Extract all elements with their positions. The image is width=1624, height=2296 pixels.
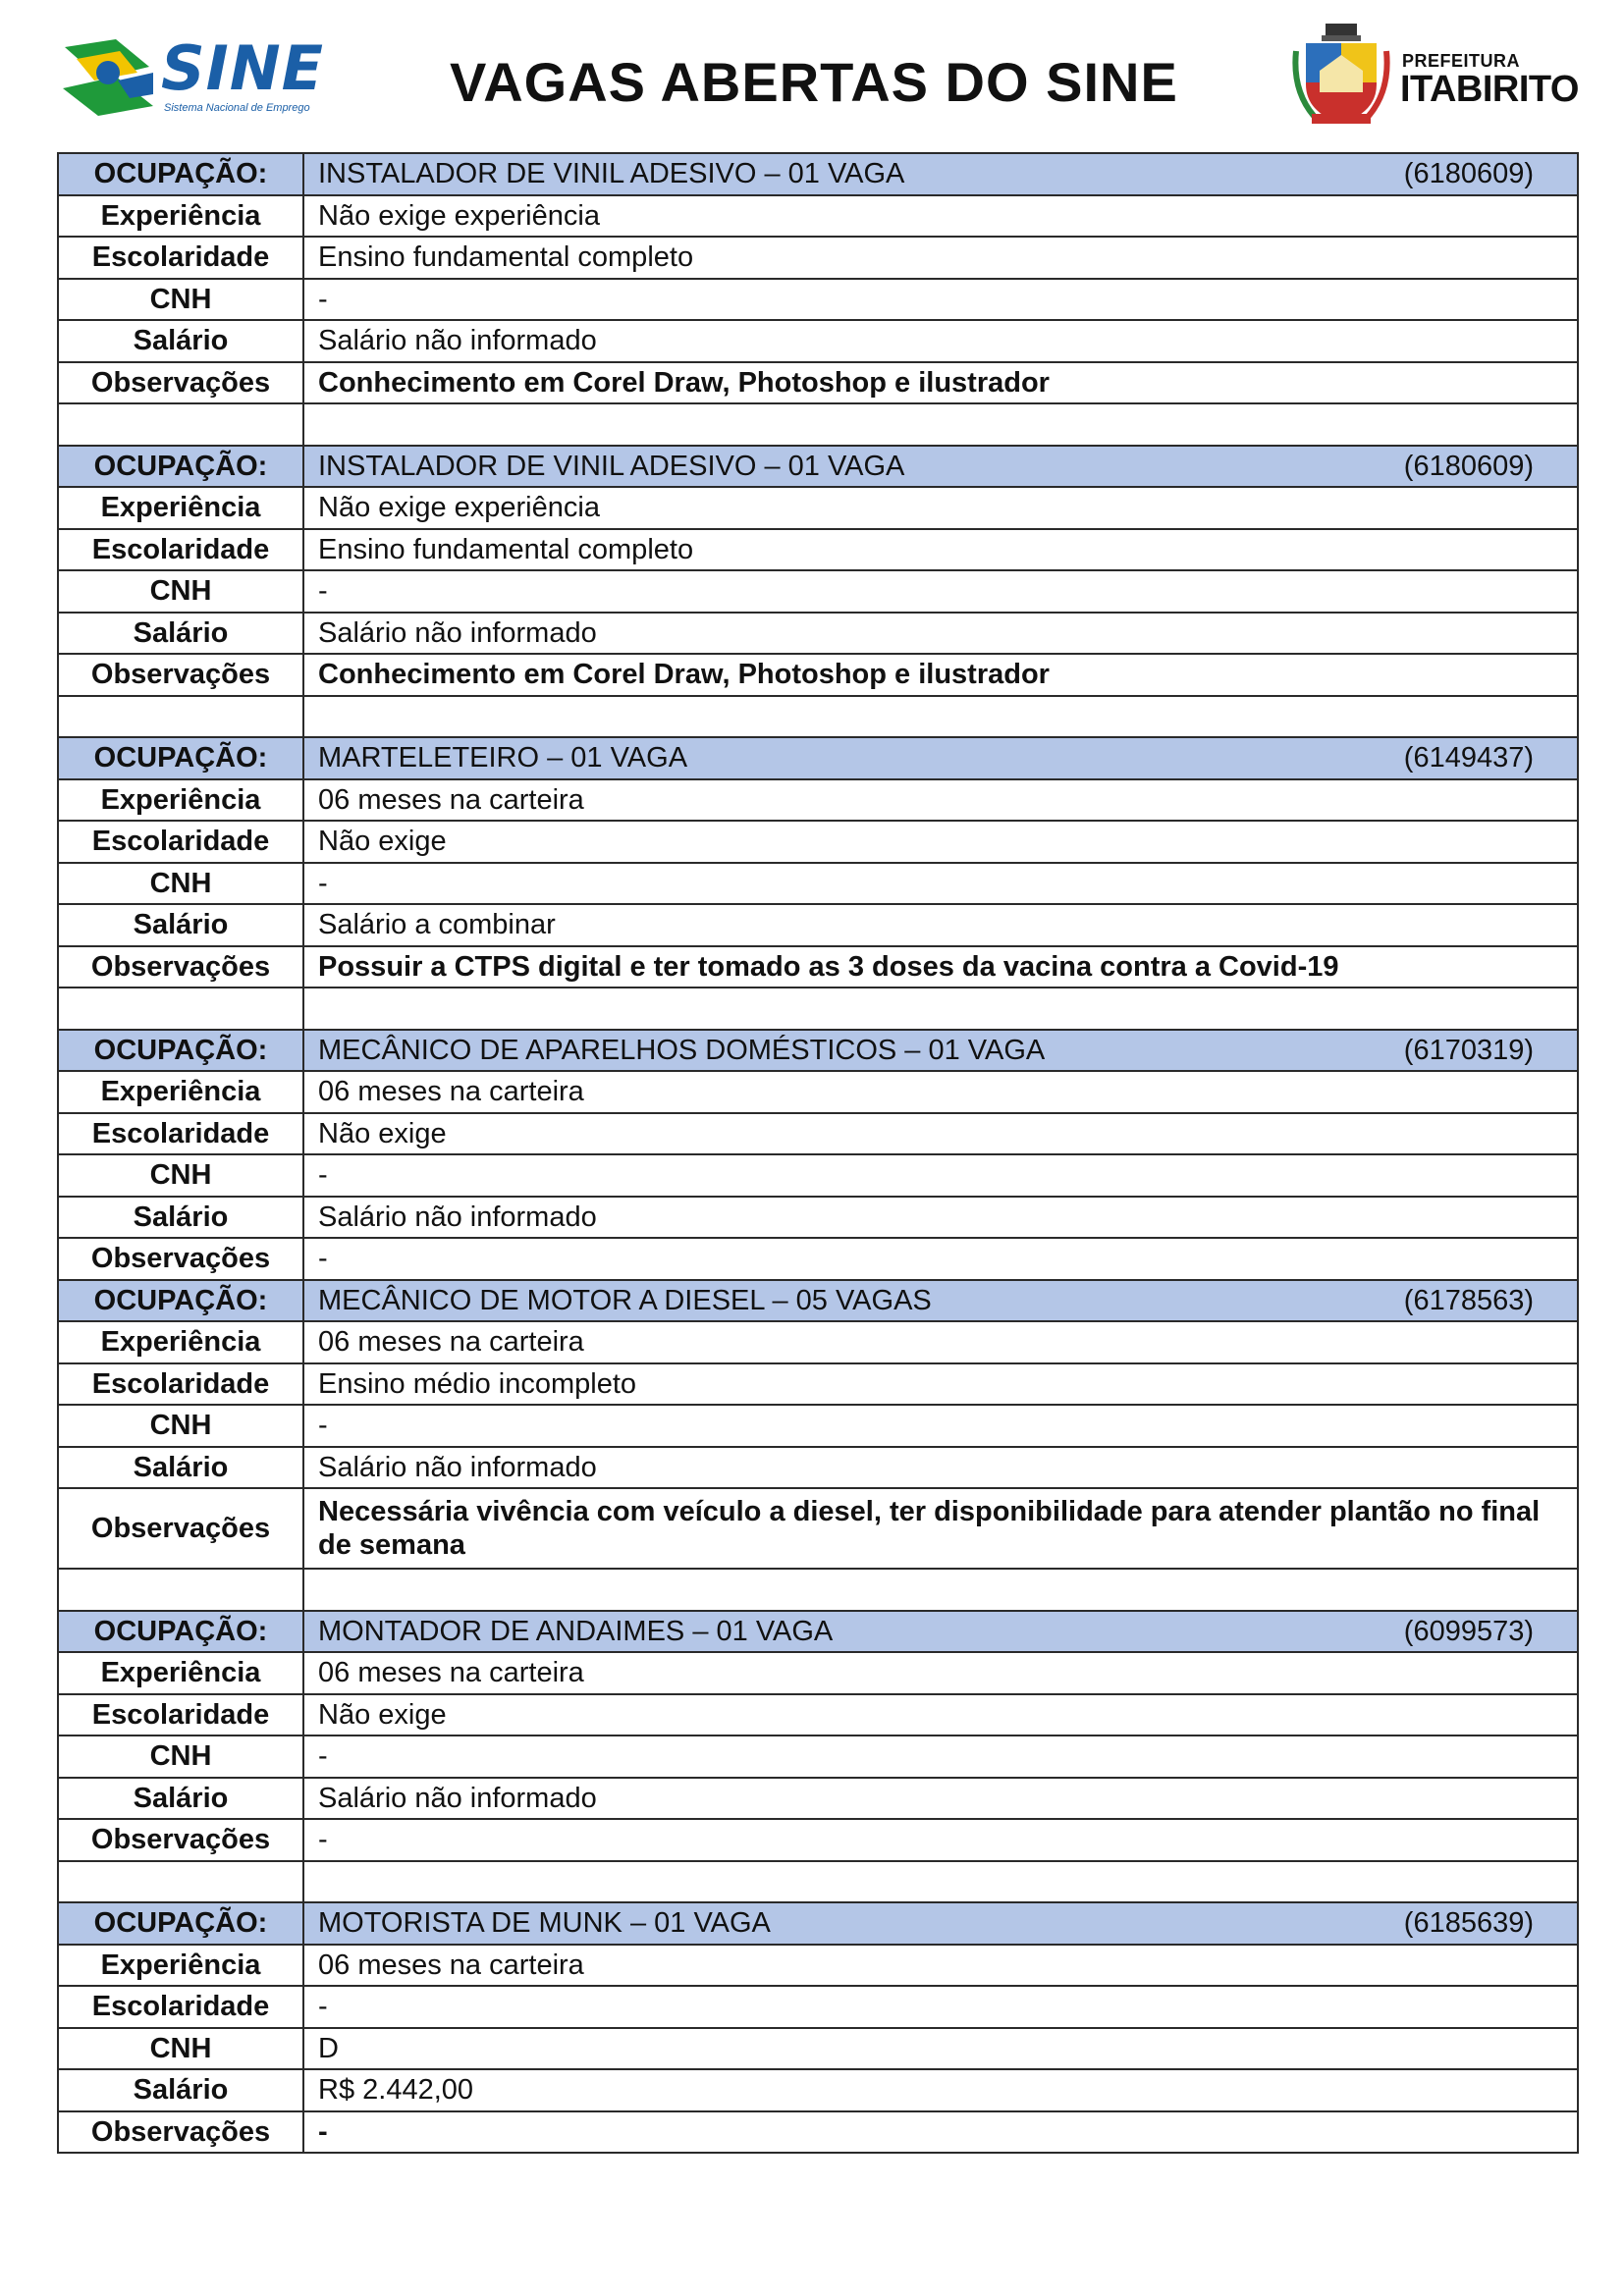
spacer-cell — [58, 1861, 303, 1903]
field-value: Salário não informado — [303, 1447, 1578, 1489]
field-row-cnh — [58, 863, 1578, 905]
field-row-escolaridade — [58, 821, 1578, 863]
field-row-observacoes — [58, 1819, 1578, 1861]
field-label: Observações — [58, 362, 303, 404]
occupation-label: OCUPAÇÃO: — [58, 1611, 303, 1653]
field-row-observacoes — [58, 2111, 1578, 2154]
job-title: MOTORISTA DE MUNK – 01 VAGA — [318, 1907, 771, 1940]
field-value: Salário não informado — [303, 613, 1578, 655]
field-row-salario — [58, 1778, 1578, 1820]
field-label: CNH — [58, 2028, 303, 2070]
occupation-label: OCUPAÇÃO: — [58, 153, 303, 195]
page-header — [0, 0, 1624, 147]
field-row-escolaridade — [58, 1986, 1578, 2028]
field-value: Ensino fundamental completo — [303, 237, 1578, 279]
job-title: MECÂNICO DE MOTOR A DIESEL – 05 VAGAS — [318, 1284, 932, 1316]
field-label: Escolaridade — [58, 821, 303, 863]
job-code: (6180609) — [1403, 158, 1534, 190]
field-label: Observações — [58, 1238, 303, 1280]
occupation-value — [303, 1902, 1578, 1945]
occupation-row — [58, 1280, 1578, 1322]
field-row-experiencia — [58, 1652, 1578, 1694]
job-code: (6170319) — [1403, 1034, 1534, 1066]
spacer-row — [58, 988, 1578, 1030]
occupation-row — [58, 737, 1578, 779]
field-label: Escolaridade — [58, 1363, 303, 1406]
field-row-salario — [58, 904, 1578, 946]
field-label: Experiência — [58, 1321, 303, 1363]
field-label: Experiência — [58, 1071, 303, 1113]
field-label: Salário — [58, 904, 303, 946]
field-label: Observações — [58, 1488, 303, 1569]
field-label: Salário — [58, 2069, 303, 2111]
job-title: INSTALADOR DE VINIL ADESIVO – 01 VAGA — [318, 450, 905, 482]
spacer-cell — [303, 696, 1578, 738]
spacer-cell — [58, 403, 303, 446]
field-value: - — [303, 1154, 1578, 1197]
spacer-row — [58, 696, 1578, 738]
field-value: Não exige experiência — [303, 487, 1578, 529]
occupation-row — [58, 1030, 1578, 1072]
field-row-observacoes — [58, 1238, 1578, 1280]
occupation-value — [303, 153, 1578, 195]
field-row-experiencia — [58, 1321, 1578, 1363]
field-row-observacoes — [58, 654, 1578, 696]
occupation-label: OCUPAÇÃO: — [58, 737, 303, 779]
field-row-experiencia — [58, 487, 1578, 529]
field-row-salario — [58, 1197, 1578, 1239]
prefeitura-city: ITABIRITO — [1400, 69, 1579, 110]
job-title: MECÂNICO DE APARELHOS DOMÉSTICOS – 01 VAGA — [318, 1034, 1046, 1066]
occupation-row — [58, 153, 1578, 195]
job-code: (6178563) — [1403, 1284, 1534, 1316]
field-label: Salário — [58, 613, 303, 655]
occupation-label: OCUPAÇÃO: — [58, 1280, 303, 1322]
field-row-cnh — [58, 2028, 1578, 2070]
field-row-observacoes — [58, 946, 1578, 988]
field-label: Escolaridade — [58, 529, 303, 571]
field-value: Ensino fundamental completo — [303, 529, 1578, 571]
field-label: Escolaridade — [58, 1694, 303, 1736]
sine-logo — [59, 33, 344, 124]
field-label: Observações — [58, 946, 303, 988]
field-value: Não exige experiência — [303, 195, 1578, 238]
spacer-row — [58, 1861, 1578, 1903]
field-row-salario — [58, 613, 1578, 655]
spacer-cell — [58, 696, 303, 738]
field-value: 06 meses na carteira — [303, 1945, 1578, 1987]
occupation-label: OCUPAÇÃO: — [58, 1030, 303, 1072]
field-value: - — [303, 279, 1578, 321]
field-value: Não exige — [303, 1694, 1578, 1736]
field-row-experiencia — [58, 779, 1578, 822]
field-row-cnh — [58, 570, 1578, 613]
field-row-experiencia — [58, 195, 1578, 238]
field-label: Experiência — [58, 195, 303, 238]
field-row-salario — [58, 320, 1578, 362]
field-label: Experiência — [58, 487, 303, 529]
field-row-cnh — [58, 1154, 1578, 1197]
field-label: Salário — [58, 1197, 303, 1239]
field-label: CNH — [58, 570, 303, 613]
field-label: Salário — [58, 1447, 303, 1489]
field-row-experiencia — [58, 1945, 1578, 1987]
field-value: Não exige — [303, 821, 1578, 863]
occupation-label: OCUPAÇÃO: — [58, 1902, 303, 1945]
field-row-salario — [58, 1447, 1578, 1489]
field-value: - — [303, 1819, 1578, 1861]
field-value: - — [303, 1986, 1578, 2028]
field-value: R$ 2.442,00 — [303, 2069, 1578, 2111]
spacer-cell — [58, 1569, 303, 1611]
spacer-cell — [303, 403, 1578, 446]
field-row-cnh — [58, 1735, 1578, 1778]
field-label: Experiência — [58, 779, 303, 822]
sine-flag-icon — [59, 37, 157, 116]
field-value: 06 meses na carteira — [303, 1071, 1578, 1113]
occupation-value — [303, 737, 1578, 779]
field-row-escolaridade — [58, 1113, 1578, 1155]
field-row-salario — [58, 2069, 1578, 2111]
field-row-cnh — [58, 279, 1578, 321]
field-label: Escolaridade — [58, 237, 303, 279]
field-value: - — [303, 1735, 1578, 1778]
field-label: Salário — [58, 320, 303, 362]
spacer-cell — [58, 988, 303, 1030]
job-code: (6180609) — [1403, 450, 1534, 482]
field-value: - — [303, 2111, 1578, 2154]
spacer-cell — [303, 988, 1578, 1030]
field-label: CNH — [58, 863, 303, 905]
field-label: Escolaridade — [58, 1113, 303, 1155]
field-value: Salário não informado — [303, 1197, 1578, 1239]
field-value: - — [303, 1238, 1578, 1280]
field-value: Não exige — [303, 1113, 1578, 1155]
field-value: - — [303, 1405, 1578, 1447]
spacer-cell — [303, 1861, 1578, 1903]
occupation-value — [303, 1030, 1578, 1072]
field-label: Observações — [58, 1819, 303, 1861]
job-title: MONTADOR DE ANDAIMES – 01 VAGA — [318, 1615, 834, 1647]
field-label: CNH — [58, 279, 303, 321]
spacer-cell — [303, 1569, 1578, 1611]
field-value: Ensino médio incompleto — [303, 1363, 1578, 1406]
prefeitura-itabirito-logo — [1292, 22, 1577, 130]
field-value: D — [303, 2028, 1578, 2070]
field-row-cnh — [58, 1405, 1578, 1447]
occupation-label: OCUPAÇÃO: — [58, 446, 303, 488]
prefeitura-label: PREFEITURA — [1402, 51, 1521, 71]
field-label: CNH — [58, 1154, 303, 1197]
field-row-escolaridade — [58, 529, 1578, 571]
occupation-value — [303, 1611, 1578, 1653]
job-code: (6185639) — [1403, 1907, 1534, 1940]
field-row-escolaridade — [58, 1363, 1578, 1406]
field-row-escolaridade — [58, 237, 1578, 279]
jobs-table — [57, 152, 1579, 2154]
spacer-row — [58, 403, 1578, 446]
field-row-observacoes — [58, 1488, 1578, 1569]
job-title: MARTELETEIRO – 01 VAGA — [318, 742, 688, 774]
field-value: - — [303, 570, 1578, 613]
field-value: Salário não informado — [303, 1778, 1578, 1820]
sine-logo-text: SINE — [161, 32, 324, 104]
occupation-row — [58, 1902, 1578, 1945]
field-row-observacoes — [58, 362, 1578, 404]
field-label: Experiência — [58, 1945, 303, 1987]
field-value: Salário a combinar — [303, 904, 1578, 946]
field-value: 06 meses na carteira — [303, 1652, 1578, 1694]
occupation-value — [303, 446, 1578, 488]
field-value: Conhecimento em Corel Draw, Photoshop e ilustrador — [303, 654, 1578, 696]
field-value: Possuir a CTPS digital e ter tomado as 3 doses da vacina contra a Covid-19 — [303, 946, 1578, 988]
field-value: - — [303, 863, 1578, 905]
field-label: Observações — [58, 654, 303, 696]
field-label: Salário — [58, 1778, 303, 1820]
field-label: CNH — [58, 1405, 303, 1447]
field-label: Escolaridade — [58, 1986, 303, 2028]
page-title: VAGAS ABERTAS DO SINE — [450, 51, 1178, 113]
occupation-value — [303, 1280, 1578, 1322]
field-value: Necessária vivência com veículo a diesel, ter disponibilidade para atender plantão no final de semana — [303, 1488, 1578, 1569]
job-code: (6099573) — [1403, 1615, 1534, 1647]
coat-of-arms-icon — [1292, 22, 1390, 130]
field-label: Experiência — [58, 1652, 303, 1694]
spacer-row — [58, 1569, 1578, 1611]
field-value: 06 meses na carteira — [303, 1321, 1578, 1363]
field-row-escolaridade — [58, 1694, 1578, 1736]
sine-logo-subtitle: Sistema Nacional de Emprego — [164, 102, 310, 114]
occupation-row — [58, 446, 1578, 488]
field-label: CNH — [58, 1735, 303, 1778]
field-value: 06 meses na carteira — [303, 779, 1578, 822]
job-code: (6149437) — [1403, 742, 1534, 774]
field-value: Conhecimento em Corel Draw, Photoshop e ilustrador — [303, 362, 1578, 404]
field-row-experiencia — [58, 1071, 1578, 1113]
field-value: Salário não informado — [303, 320, 1578, 362]
occupation-row — [58, 1611, 1578, 1653]
job-title: INSTALADOR DE VINIL ADESIVO – 01 VAGA — [318, 158, 905, 190]
field-label: Observações — [58, 2111, 303, 2154]
